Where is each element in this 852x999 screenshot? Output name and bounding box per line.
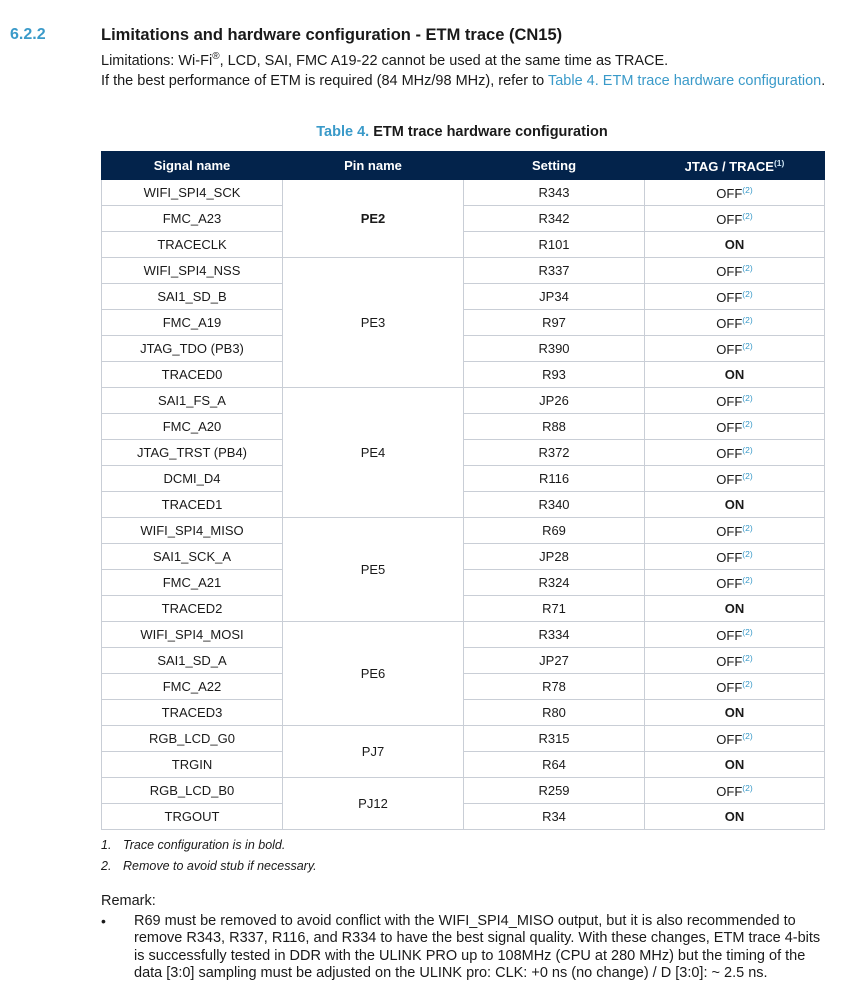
cell-jtag-trace (645, 518, 825, 544)
table-row (102, 570, 825, 596)
limitations-text (101, 51, 668, 69)
note-number: 2. (101, 859, 112, 873)
table-row (102, 752, 825, 778)
cell-jtag-trace (645, 388, 825, 414)
cell-jtag-trace (645, 674, 825, 700)
cell-signal-name: JTAG_TRST (PB4) (102, 440, 283, 466)
cell-setting: R93 (464, 362, 645, 388)
cell-signal-name: RGB_LCD_G0 (102, 726, 283, 752)
cell-signal-name: RGB_LCD_B0 (102, 778, 283, 804)
cell-setting: R342 (464, 206, 645, 232)
cell-signal-name: TRACECLK (102, 232, 283, 258)
jtag-trace-value: OFF (716, 315, 743, 331)
cell-signal-name: TRACED2 (102, 596, 283, 622)
jtag-trace-value: ON (724, 757, 745, 772)
header-signal-name: Signal name (102, 152, 283, 180)
performance-post: . (821, 73, 826, 89)
cell-setting: R64 (464, 752, 645, 778)
footnote-mark: (2) (742, 418, 753, 429)
jtag-trace-value: OFF (716, 419, 743, 435)
jtag-trace-value: OFF (716, 731, 743, 747)
table-header-row (102, 152, 825, 180)
table-row (102, 674, 825, 700)
cell-setting: R116 (464, 466, 645, 492)
cell-setting: JP27 (464, 648, 645, 674)
cell-signal-name: WIFI_SPI4_NSS (102, 258, 283, 284)
cell-setting: R315 (464, 726, 645, 752)
cell-jtag-trace (645, 622, 825, 648)
table-row (102, 336, 825, 362)
table-row (102, 804, 825, 830)
table-row (102, 440, 825, 466)
cell-jtag-trace (645, 596, 825, 622)
table-caption (101, 124, 823, 140)
cell-signal-name: SAI1_FS_A (102, 388, 283, 414)
etm-trace-table (101, 151, 825, 830)
cell-setting: JP34 (464, 284, 645, 310)
cell-signal-name: FMC_A21 (102, 570, 283, 596)
note-1 (101, 838, 317, 859)
note-2 (101, 859, 317, 880)
table-caption-label: Table 4. (316, 124, 370, 140)
cell-signal-name: FMC_A20 (102, 414, 283, 440)
cell-setting: R34 (464, 804, 645, 830)
footnote-mark: (2) (742, 392, 753, 403)
footnote-mark: (2) (742, 678, 753, 689)
jtag-trace-value: OFF (716, 471, 743, 487)
footnote-mark: (2) (742, 470, 753, 481)
table-caption-title: ETM trace hardware configuration (373, 124, 608, 140)
table-row (102, 466, 825, 492)
cell-signal-name: JTAG_TDO (PB3) (102, 336, 283, 362)
cell-setting: JP26 (464, 388, 645, 414)
jtag-trace-value: ON (724, 705, 745, 720)
cell-signal-name: TRACED0 (102, 362, 283, 388)
jtag-trace-value: OFF (716, 445, 743, 461)
cell-signal-name: SAI1_SCK_A (102, 544, 283, 570)
cell-jtag-trace (645, 336, 825, 362)
cell-setting: R78 (464, 674, 645, 700)
cell-signal-name: TRGIN (102, 752, 283, 778)
cell-jtag-trace (645, 310, 825, 336)
note-number: 1. (101, 838, 112, 852)
cell-setting: R340 (464, 492, 645, 518)
cell-jtag-trace (645, 752, 825, 778)
jtag-trace-value: ON (724, 601, 745, 616)
table-row (102, 648, 825, 674)
jtag-trace-value: OFF (716, 263, 743, 279)
cell-setting: R324 (464, 570, 645, 596)
cell-pin-name: PE6 (283, 622, 464, 726)
cell-signal-name: WIFI_SPI4_SCK (102, 180, 283, 206)
cell-jtag-trace (645, 258, 825, 284)
cell-jtag-trace (645, 206, 825, 232)
cell-jtag-trace (645, 700, 825, 726)
cell-jtag-trace (645, 180, 825, 206)
cell-jtag-trace (645, 492, 825, 518)
table-body (102, 180, 825, 830)
cell-signal-name: TRACED3 (102, 700, 283, 726)
cell-signal-name: SAI1_SD_B (102, 284, 283, 310)
table-row (102, 310, 825, 336)
cell-signal-name: WIFI_SPI4_MOSI (102, 622, 283, 648)
cell-setting: R372 (464, 440, 645, 466)
cell-signal-name: TRGOUT (102, 804, 283, 830)
cell-jtag-trace (645, 284, 825, 310)
cell-setting: R69 (464, 518, 645, 544)
cell-jtag-trace (645, 440, 825, 466)
jtag-trace-value: OFF (716, 627, 743, 643)
footnote-mark: (2) (742, 210, 753, 221)
table-row (102, 284, 825, 310)
footnote-mark: (2) (742, 184, 753, 195)
footnote-mark: (2) (742, 548, 753, 559)
jtag-trace-value: ON (724, 367, 745, 382)
header-jtag-trace (645, 152, 825, 180)
jtag-trace-value: OFF (716, 341, 743, 357)
cell-jtag-trace (645, 232, 825, 258)
cell-setting: R343 (464, 180, 645, 206)
table-row (102, 726, 825, 752)
jtag-trace-value: OFF (716, 523, 743, 539)
cell-signal-name: SAI1_SD_A (102, 648, 283, 674)
cell-pin-name: PE3 (283, 258, 464, 388)
remark-label: Remark: (101, 893, 156, 909)
header-jtag-trace-label: JTAG / TRACE (684, 158, 774, 174)
cell-signal-name: TRACED1 (102, 492, 283, 518)
cell-setting: R88 (464, 414, 645, 440)
table-4-link[interactable]: Table 4. ETM trace hardware configuration (547, 73, 822, 89)
table-row (102, 258, 825, 284)
jtag-trace-value: OFF (716, 393, 743, 409)
footnote-mark: (2) (742, 626, 753, 637)
jtag-trace-value: ON (724, 497, 745, 512)
cell-signal-name: FMC_A22 (102, 674, 283, 700)
table-row (102, 180, 825, 206)
header-footnote-mark: (1) (773, 157, 785, 168)
cell-jtag-trace (645, 544, 825, 570)
footnote-mark: (2) (742, 314, 753, 325)
header-setting: Setting (464, 152, 645, 180)
table-row (102, 492, 825, 518)
footnote-mark: (2) (742, 574, 753, 585)
table-row (102, 544, 825, 570)
cell-jtag-trace (645, 414, 825, 440)
section-title: Limitations and hardware configuration - ETM trace (CN15) (101, 26, 563, 44)
note-text: Trace configuration is in bold. (123, 838, 286, 852)
table-notes (101, 838, 317, 880)
cell-setting: R97 (464, 310, 645, 336)
note-text: Remove to avoid stub if necessary. (123, 859, 317, 873)
cell-setting: R337 (464, 258, 645, 284)
cell-pin-name: PE4 (283, 388, 464, 518)
remark-text: R69 must be removed to avoid conflict with the WIFI_SPI4_MISO output, but it is also recommended to remove R343, R337, R116, and R334 to have the best signal quality. With these changes, ETM trace 4-bits is successfully tested in DDR with the ULINK PRO up to 108MHz (CPU at 280 MHz) but the timing of the data [3:0] sampling must be adjusted on the ULINK pro: CLK: +0 ns (no change) / D [3:0]: ~ 2.5 ns. (134, 913, 821, 982)
section-number: 6.2.2 (10, 26, 46, 43)
cell-jtag-trace (645, 804, 825, 830)
performance-text (101, 73, 825, 89)
jtag-trace-value: OFF (716, 679, 743, 695)
cell-jtag-trace (645, 466, 825, 492)
cell-pin-name: PJ12 (283, 778, 464, 830)
jtag-trace-value: OFF (716, 783, 743, 799)
cell-jtag-trace (645, 570, 825, 596)
bullet-icon: • (101, 913, 106, 929)
cell-signal-name: FMC_A23 (102, 206, 283, 232)
cell-signal-name: WIFI_SPI4_MISO (102, 518, 283, 544)
cell-setting: R334 (464, 622, 645, 648)
cell-jtag-trace (645, 362, 825, 388)
table-row (102, 414, 825, 440)
footnote-mark: (2) (742, 730, 753, 741)
cell-setting: R259 (464, 778, 645, 804)
cell-pin-name: PE5 (283, 518, 464, 622)
footnote-mark: (2) (742, 652, 753, 663)
jtag-trace-value: OFF (716, 575, 743, 591)
cell-setting: R390 (464, 336, 645, 362)
jtag-trace-value: OFF (716, 653, 743, 669)
table-row (102, 622, 825, 648)
table-row (102, 232, 825, 258)
limitations-pre: Limitations: Wi-Fi (101, 53, 213, 69)
footnote-mark: (2) (742, 340, 753, 351)
registered-mark: ® (212, 51, 220, 62)
cell-jtag-trace (645, 648, 825, 674)
table-row (102, 206, 825, 232)
table-row (102, 518, 825, 544)
performance-pre: If the best performance of ETM is required (84 MHz/98 MHz), refer to (101, 73, 548, 89)
cell-signal-name: DCMI_D4 (102, 466, 283, 492)
cell-setting: R101 (464, 232, 645, 258)
cell-signal-name: FMC_A19 (102, 310, 283, 336)
table-row (102, 700, 825, 726)
footnote-mark: (2) (742, 522, 753, 533)
jtag-trace-value: OFF (716, 289, 743, 305)
limitations-post: , LCD, SAI, FMC A19-22 cannot be used at the same time as TRACE. (219, 53, 669, 69)
table-row (102, 362, 825, 388)
jtag-trace-value: OFF (716, 549, 743, 565)
jtag-trace-value: ON (724, 237, 745, 252)
cell-pin-name: PJ7 (283, 726, 464, 778)
cell-setting: JP28 (464, 544, 645, 570)
header-pin-name: Pin name (283, 152, 464, 180)
table-row (102, 778, 825, 804)
cell-jtag-trace (645, 778, 825, 804)
cell-setting: R71 (464, 596, 645, 622)
table-row (102, 596, 825, 622)
jtag-trace-value: OFF (716, 185, 743, 201)
jtag-trace-value: OFF (716, 211, 743, 227)
footnote-mark: (2) (742, 262, 753, 273)
cell-pin-name: PE2 (283, 180, 464, 258)
table-row (102, 388, 825, 414)
footnote-mark: (2) (742, 782, 753, 793)
footnote-mark: (2) (742, 288, 753, 299)
jtag-trace-value: ON (724, 809, 745, 824)
cell-setting: R80 (464, 700, 645, 726)
cell-jtag-trace (645, 726, 825, 752)
footnote-mark: (2) (742, 444, 753, 455)
